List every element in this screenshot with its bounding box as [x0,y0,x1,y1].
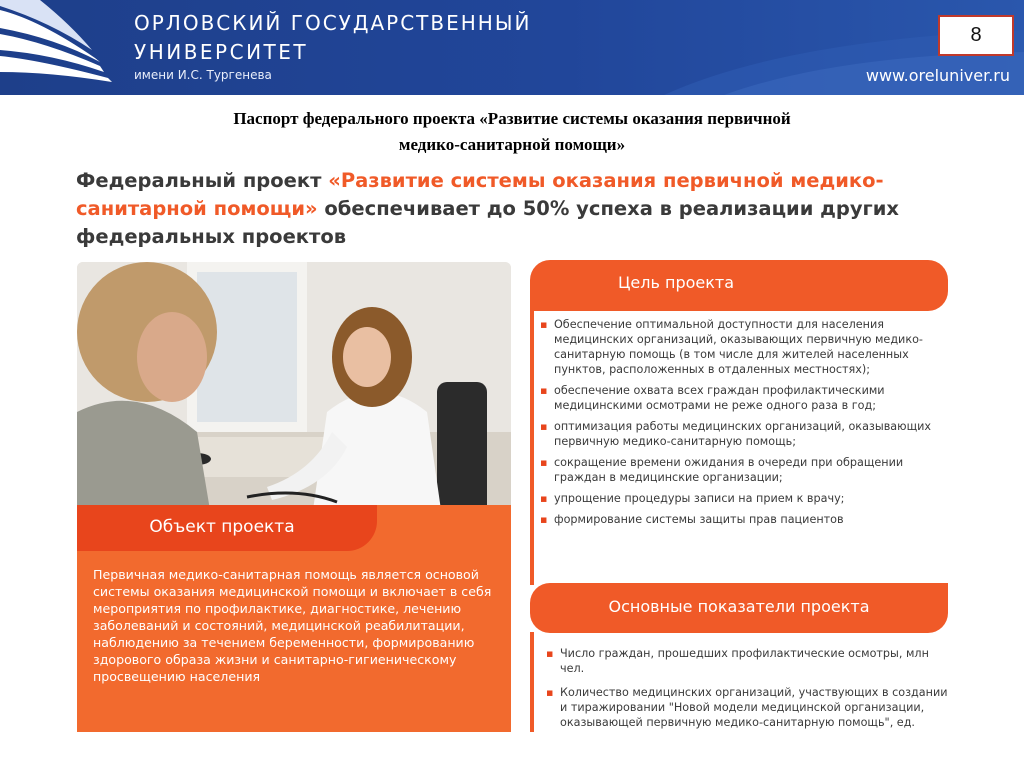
goal-list [540,317,945,533]
slide-title-line1: Паспорт федерального проекта «Развитие системы оказания первичной [233,109,791,128]
bullet-icon: ▪ [540,384,548,397]
bullet-icon: ▪ [540,420,548,433]
university-name-line2: УНИВЕРСИТЕТ [134,40,309,64]
goal-title: Цель проекта [617,273,735,292]
object-panel-text: Первичная медико-санитарная помощь является основой системы оказания медицинской помощи и включает в себя мероприятия по профилактике, диагностике, лечению заболеваний и состояний, медицинской реабилитации, наблюдению за течением беременности, формированию здорового образа жизни и санитарно-гигиеническому просвещению населения [93,567,492,684]
list-item: ▪ Количество медицинских организаций, участвующих в создании и тиражировании "Новой модели медицинской организации, оказывающей первичную медико-санитарную помощь", ед. [546,686,948,729]
list-item: ▪ сокращение времени ожидания в очереди при обращении граждан в медицинские организации; [540,456,904,484]
header-band [0,0,1024,95]
indicators-list [546,646,951,739]
indicators-divider [530,632,534,732]
university-logo-icon [0,0,120,95]
list-item: ▪ Обеспечение оптимальной доступности для населения медицинских организаций, оказывающих первичную медико-санитарную помощь (в том числе для жителей населенных пунктов, расположенных в отдаленных местностях); [540,318,923,376]
list-item: ▪ оптимизация работы медицинских организаций, оказывающих первичную медико-санитарную помощь; [540,420,931,448]
goal-divider [530,310,534,585]
headline-prefix: Федеральный проект [76,169,329,192]
bullet-icon: ▪ [540,492,548,505]
site-url-link[interactable]: www.oreluniver.ru [865,66,1010,85]
list-item: ▪ обеспечение охвата всех граждан профилактическими медицинскими осмотрами не реже одного раза в год; [540,384,885,412]
headline-suffix: обеспечивает до 50% успеха в реализации других федеральных проектов [76,197,899,248]
university-name-line1: ОРЛОВСКИЙ ГОСУДАРСТВЕННЫЙ [134,11,532,35]
bullet-icon: ▪ [546,686,554,699]
bullet-icon: ▪ [540,318,548,331]
list-item: ▪ упрощение процедуры записи на прием к врачу; [540,492,845,505]
slide-title-line2: медико-санитарной помощи» [398,135,626,154]
bullet-icon: ▪ [540,456,548,469]
infographic-headline [76,167,916,251]
indicators-title: Основные показатели проекта [608,597,870,616]
list-item: ▪ Число граждан, прошедших профилактические осмотры, млн чел. [546,647,929,675]
page-number-box: 8 [938,15,1014,56]
object-panel-title: Объект проекта [149,517,295,537]
bullet-icon: ▪ [540,513,548,526]
headline-accent: «Развитие системы оказания первичной медико-санитарной помощи» [76,169,884,220]
university-name-line3: имени И.С. Тургенева [134,68,272,82]
bullet-icon: ▪ [546,647,554,660]
list-item: ▪ формирование системы защиты прав пациентов [540,513,844,526]
slide-title [0,106,1024,158]
